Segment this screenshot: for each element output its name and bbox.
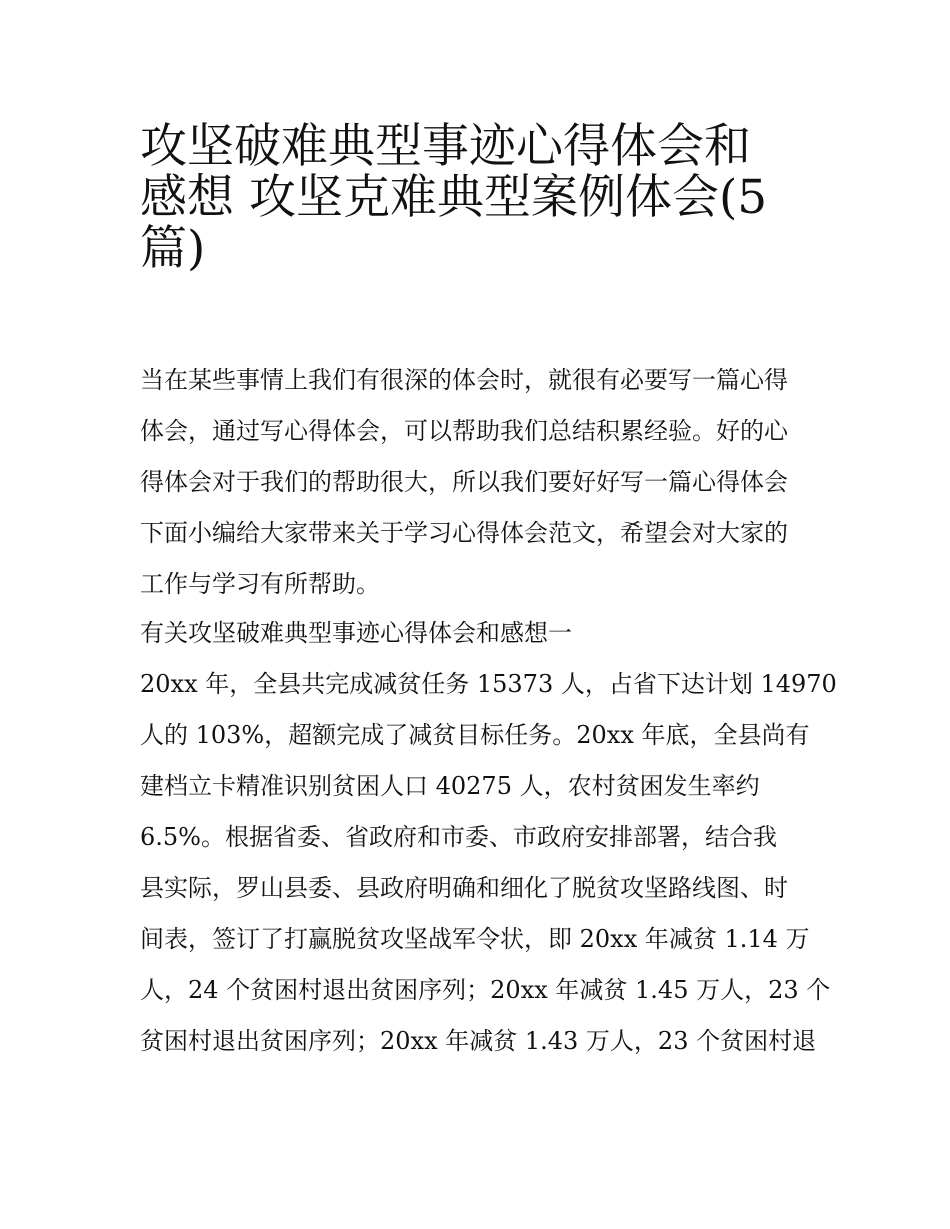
section-line: 建档立卡精准识别贫困人口 40275 人，农村贫困发生率约 — [140, 772, 760, 800]
intro-line: 工作与学习有所帮助。 — [140, 570, 380, 598]
title-line: 攻坚破难典型事迹心得体会和 — [140, 119, 751, 174]
section-heading-text: 有关攻坚破难典型事迹心得体会和感想一 — [140, 619, 572, 647]
section-line: 20xx 年，全县共完成减贫任务 15373 人，占省下达计划 14970 — [140, 670, 837, 698]
intro-line: 下面小编给大家带来关于学习心得体会范文，希望会对大家的 — [140, 519, 788, 547]
section-line: 人的 103%，超额完成了减贫目标任务。20xx 年底，全县尚有 — [140, 721, 810, 749]
section-paragraph — [140, 659, 837, 1067]
document-title — [140, 112, 820, 276]
title-line: 篇) — [140, 221, 206, 276]
intro-line: 得体会对于我们的帮助很大，所以我们要好好写一篇心得体会 — [140, 468, 788, 496]
section-line: 6.5%。根据省委、省政府和市委、市政府安排部署，结合我 — [140, 823, 777, 851]
section-heading — [140, 608, 820, 659]
section-line: 人，24 个贫困村退出贫困序列；20xx 年减贫 1.45 万人，23 个 — [140, 976, 831, 1004]
section-line: 县实际，罗山县委、县政府明确和细化了脱贫攻坚路线图、时 — [140, 874, 788, 902]
intro-line: 当在某些事情上我们有很深的体会时，就很有必要写一篇心得 — [140, 366, 788, 394]
section-line: 贫困村退出贫困序列；20xx 年减贫 1.43 万人，23 个贫困村退 — [140, 1027, 817, 1055]
title-line: 感想 攻坚克难典型案例体会(5 — [140, 170, 768, 225]
section-line: 间表，签订了打赢脱贫攻坚战军令状，即 20xx 年减贫 1.14 万 — [140, 925, 810, 953]
intro-paragraph — [140, 355, 820, 610]
intro-line: 体会，通过写心得体会，可以帮助我们总结积累经验。好的心 — [140, 417, 788, 445]
